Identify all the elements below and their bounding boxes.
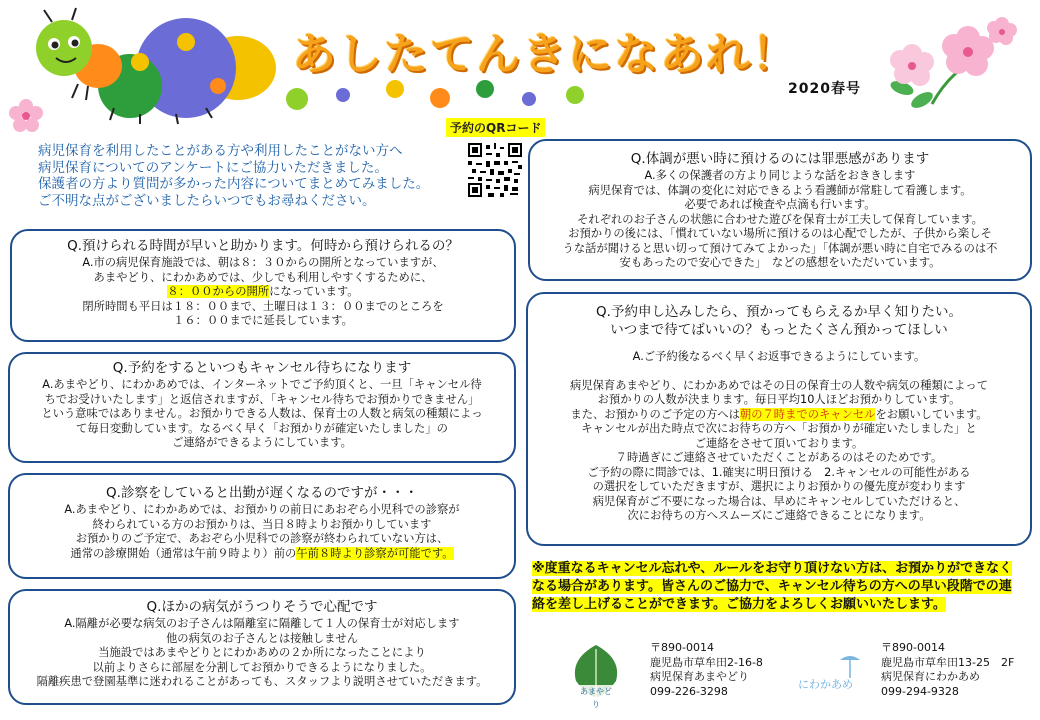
amayadori-address — [650, 641, 763, 699]
postal-code: 〒890-0014 — [650, 641, 714, 654]
faq-answer-line: お預かりの後には、「慣れていない場所に預けるのは心配でしたが、子供から楽しそ — [568, 227, 992, 240]
decorative-dot — [286, 88, 308, 110]
faq-answer-line: ご予約の際に問診では、1.確実に明日預ける 2.キャンセルの可能性がある — [587, 465, 971, 479]
intro-line: 保護者の方より質問が多かった内容についてまとめてみました。 — [38, 176, 430, 192]
faq-answer-line: １６：００までに延長しています。 — [173, 314, 353, 327]
intro-line: 病児保育を利用したことがある方や利用したことがない方へ — [38, 143, 403, 159]
faq-answer-line: A.多くの保護者の方より同じような話をおききします — [644, 169, 916, 182]
faq-opening-hours — [10, 229, 516, 342]
faq-answer-line: という意味ではありません。お預かりできる人数は、保育士の人数と病気の種類によっ — [41, 407, 483, 420]
faq-answer-line: キャンセルが出た時点で次にお待ちの方へ「お預かりが確定いたしました」と — [581, 422, 977, 435]
street-address: 鹿児島市草牟田13-25 2F — [881, 655, 1015, 669]
faq-question: Q.診察をしていると出勤が遅くなるのですが・・・ — [106, 485, 418, 501]
postal-code: 〒890-0014 — [881, 641, 945, 654]
faq-answer-line: 病児保育では、体調の変化に対応できるよう看護師が常駐して看護します。 — [588, 183, 972, 197]
faq-question: Q.予約をするといつもキャンセル待ちになります — [112, 360, 412, 376]
niwakaame-address — [881, 641, 1014, 699]
small-blossom-icon — [6, 96, 46, 136]
faq-answer-line: 他の病気のお子さんとは接触しません — [165, 631, 359, 645]
faq-answer-line: A.市の病児保育施設では、朝は８：３０からの開所となっていますが、 — [82, 256, 444, 269]
cancellation-notice — [532, 560, 1032, 614]
decorative-dot — [336, 88, 350, 102]
notice-text: なる場合があります。皆さんのご協力で、キャンセル待ちの方への早い段階での連 — [532, 579, 1012, 594]
intro-line: ご不明な点がございましたらいつでもお尋ねください。 — [38, 192, 376, 209]
faq-answer-line — [14, 547, 510, 562]
faq-answer-line: の選択をしていただきますが、選択によりお預かりの優先度が変わります — [592, 480, 966, 493]
faq-answer-line: それぞれのお子さんの状態に合わせた遊びを保育士が工夫して保育しています。 — [577, 212, 983, 226]
notice-text: ※度重なるキャンセル忘れや、ルールをお守り頂けない方は、お預かりができなく — [532, 561, 1013, 576]
faq-answer-line: 病児保育がご不要になった場合は、早めにキャンセルしていただけると、 — [592, 494, 966, 508]
faq-answer-text: をお願いしています。 — [875, 407, 988, 421]
faq-answer-line: うな話が聞けると思い切って預けてみてよかった」「体調が悪い時に自宅でみるのは不 — [562, 241, 998, 255]
highlight-consult-time: 午前８時より診察が可能です。 — [296, 546, 454, 560]
faq-answer-line: 隔離疾患で登園基準に迷われることがあっても、スタッフより説明させていただきます。 — [36, 675, 488, 688]
amayadori-logo — [564, 641, 628, 709]
caterpillar-illustration — [18, 6, 298, 126]
decorative-dot — [476, 80, 494, 98]
faq-answer-line: 以前よりさらに部屋を分割してお預かりできるようになりました。 — [92, 660, 432, 674]
cherry-blossom-illustration — [872, 8, 1022, 118]
faq-infection-worry — [8, 589, 516, 705]
street-address: 鹿児島市草牟田2-16-8 — [650, 655, 763, 669]
highlight-cancel-deadline: 朝の７時までのキャンセル — [739, 407, 876, 421]
facility-name: 病児保育にわかあめ — [881, 670, 980, 683]
faq-answer-line — [16, 285, 510, 300]
faq-answer-line: お預かりの人数が決まります。毎日平均10人ほどお預かりしています。 — [597, 393, 961, 406]
faq-question: Q.予約申し込みしたら、預かってもらえるか早く知りたい。 — [596, 304, 962, 320]
faq-question: Q.体調が悪い時に預けるのには罪悪感があります — [630, 151, 930, 167]
phone-number[interactable]: 099-294-9328 — [881, 684, 959, 698]
notice-line — [532, 578, 1032, 596]
faq-answer-line: 病児保育あまやどり、にわかあめではその日の保育士の人数や病気の種類によって — [570, 378, 988, 392]
faq-answer-line: A.あまやどり、にわかあめでは、インターネットでご予約頂くと、一旦「キャンセル待 — [42, 378, 482, 391]
faq-answer-line: ちでお受けいたします」と返信されますが、「キャンセル待ちでお預かりできません」 — [44, 392, 480, 406]
intro-line: 病児保育についてのアンケートにご協力いただきました。 — [38, 159, 388, 176]
niwakaame-logo — [796, 650, 868, 696]
faq-question: いつまで待てばいいの？もっとたくさん預かってほしい — [610, 322, 948, 338]
faq-reservation-reply — [526, 292, 1032, 546]
faq-answer-line: 当施設ではあまやどりとにわかあめの２か所になったことにより — [98, 646, 426, 659]
decorative-dot — [566, 86, 584, 104]
faq-clinic-visit — [8, 473, 516, 579]
notice-text: 絡を差し上げることができます。ご協力をよろしくお願いいたします。 — [532, 597, 946, 612]
issue-season: 2020春号 — [788, 81, 861, 97]
faq-answer-line: ７時過ぎにご連絡させていただくことがあるのはそのためです。 — [615, 451, 943, 464]
notice-line — [532, 560, 1032, 578]
niwakaame-logo-text: にわかあめ — [798, 678, 853, 691]
decorative-dot — [430, 88, 450, 108]
faq-answer-line: て毎日変動しています。なるべく早く「お預かりが確定いたしました」の — [76, 421, 448, 435]
notice-line — [532, 596, 1032, 614]
faq-answer-line: 安もあったので安心できた」 などの感想をいただいています。 — [619, 256, 941, 269]
faq-answer-line: 次にお待ちの方へスムーズにご連絡できることになります。 — [627, 509, 931, 522]
highlight-opening-time: ８：００からの開所 — [167, 285, 270, 298]
faq-answer-line: A.あまやどり、にわかあめでは、お預かりの前日にあおぞら小児科での診察が — [64, 503, 460, 516]
qr-label: 予約のQRコード — [446, 118, 545, 137]
faq-answer-text: になっています。 — [269, 285, 359, 298]
phone-number[interactable]: 099-226-3298 — [650, 684, 728, 698]
faq-answer-text: 通常の診療開始（通常は午前９時より）前の — [70, 546, 297, 560]
reservation-qr-code[interactable] — [468, 143, 522, 197]
newsletter-title: あしたてんきになあれ！ — [292, 29, 798, 80]
faq-answer-line: A.ご予約後なるべく早くお返事できるようにしています。 — [632, 350, 926, 363]
amayadori-logo-text: あまやどり — [580, 687, 612, 709]
faq-answer-line: 必要であれば検査や点滴も行います。 — [684, 198, 876, 211]
faq-answer-line: 終わられている方のお預かりは、当日８時よりお預かりしています — [92, 517, 432, 531]
faq-answer-text: また、お預かりのご予定の方へは — [570, 407, 740, 421]
faq-answer-line: ご連絡をさせて頂いております。 — [694, 436, 864, 450]
decorative-dot — [522, 92, 536, 106]
faq-answer-line: 閉所時間も平日は１８：００まで、土曜日は１３：００までのところを — [82, 299, 444, 313]
faq-answer-line — [532, 408, 1026, 423]
faq-cancel-waiting — [8, 352, 516, 463]
faq-answer-line: A.隔離が必要な病気のお子さんは隔離室に隔離して１人の保育士が対応します — [64, 617, 460, 630]
faq-answer-line: ご連絡ができるようにしています。 — [172, 436, 352, 449]
faq-answer-line: お預かりのご予定で、あおぞら小児科での診察が終わられていない方は、 — [75, 532, 449, 545]
decorative-dot — [386, 80, 404, 98]
faq-question: Q.預けられる時間が早いと助かります。何時から預けられるの？ — [67, 238, 459, 254]
faq-question: Q.ほかの病気がうつりそうで心配です — [146, 599, 378, 615]
intro-text — [38, 143, 458, 209]
facility-name: 病児保育あまやどり — [650, 670, 749, 683]
faq-answer-line: あまやどり、にわかあめでは、少しでも利用しやすくするために、 — [93, 270, 433, 284]
faq-guilt-feeling — [528, 139, 1032, 281]
